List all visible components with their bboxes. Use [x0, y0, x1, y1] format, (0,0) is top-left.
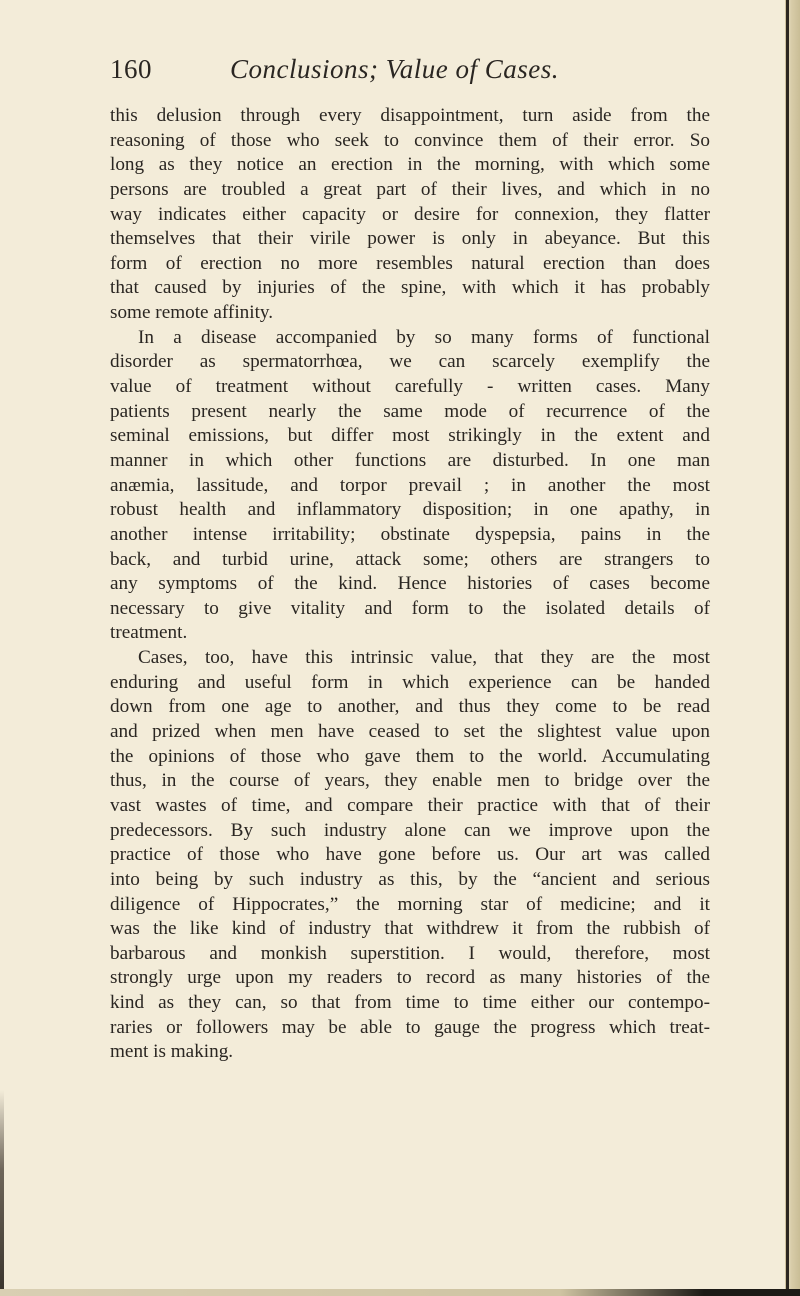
text-line: long as they notice an erection in the morning, with which some: [110, 154, 710, 176]
text-line: value of treatment without carefully - written cases. Many: [110, 376, 710, 398]
text-line: patients present nearly the same mode of recurrence of the: [110, 400, 710, 422]
text-line: enduring and useful form in which experience can be handed: [110, 671, 710, 693]
text-line: another intense irritability; obstinate dyspepsia, pains in the: [110, 523, 710, 545]
text-line: and prized when men have ceased to set the slightest value upon: [110, 721, 710, 743]
page-left-shadow: [0, 1090, 4, 1290]
page-binding-shadow: [786, 0, 789, 1296]
text-line: themselves that their virile power is only in abeyance. But this: [110, 228, 710, 250]
text-line: seminal emissions, but differ most strikingly in the extent and: [110, 425, 710, 447]
text-line: predecessors. By such industry alone can we improve upon the: [110, 819, 710, 841]
text-line: manner in which other functions are disturbed. In one man: [110, 449, 710, 471]
text-line: some remote affinity.: [110, 302, 274, 324]
text-line: strongly urge upon my readers to record as many histories of the: [110, 967, 710, 989]
text-line: reasoning of those who seek to convince them of their error. So: [110, 129, 710, 151]
text-line: this delusion through every disappointment, turn aside from the: [110, 105, 710, 126]
text-line: raries or followers may be able to gauge the progress which treat-: [110, 1016, 710, 1038]
page-number: 160: [110, 54, 152, 84]
text-line: necessary to give vitality and form to the isolated details of: [110, 597, 710, 619]
text-line: back, and turbid urine, attack some; others are strangers to: [110, 548, 710, 570]
text-line: Cases, too, have this intrinsic value, that they are the most: [138, 647, 710, 669]
text-line: way indicates either capacity or desire for connexion, they flatter: [110, 203, 710, 225]
text-line: any symptoms of the kind. Hence histories of cases become: [110, 573, 710, 595]
text-line: down from one age to another, and thus they come to be read: [110, 696, 710, 718]
text-line: vast wastes of time, and compare their practice with that of their: [110, 794, 710, 816]
body-text: [110, 104, 710, 1065]
text-line: In a disease accompanied by so many forms of functional: [138, 326, 710, 348]
text-line: into being by such industry as this, by the “ancient and serious: [110, 868, 710, 890]
text-line: was the like kind of industry that withdrew it from the rubbish of: [110, 918, 710, 940]
text-line: the opinions of those who gave them to the world. Accumulating: [110, 745, 710, 767]
text-line: form of erection no more resembles natural erection than does: [110, 252, 710, 274]
text-line: diligence of Hippocrates,” the morning star of medicine; and it: [110, 893, 710, 915]
text-line: that caused by injuries of the spine, with which it has probably: [110, 277, 710, 299]
page-bottom-edge: [0, 1289, 800, 1296]
text-line: persons are troubled a great part of their lives, and which in no: [110, 178, 710, 200]
text-line: anæmia, lassitude, and torpor prevail ; in another the most: [110, 474, 710, 496]
text-line: thus, in the course of years, they enable men to bridge over the: [110, 770, 710, 792]
text-line: kind as they can, so that from time to time either our contempo-: [110, 992, 710, 1014]
text-line: disorder as spermatorrhœa, we can scarcely exemplify the: [110, 351, 710, 373]
text-line: robust health and inflammatory disposition; in one apathy, in: [110, 499, 710, 521]
text-line: barbarous and monkish superstition. I would, therefore, most: [110, 942, 710, 964]
text-line: treatment.: [110, 622, 188, 644]
text-line: practice of those who have gone before us. Our art was called: [110, 844, 710, 866]
running-title: Conclusions; Value of Cases.: [230, 54, 559, 84]
running-header: [110, 54, 710, 94]
text-line: ment is making.: [110, 1041, 234, 1063]
